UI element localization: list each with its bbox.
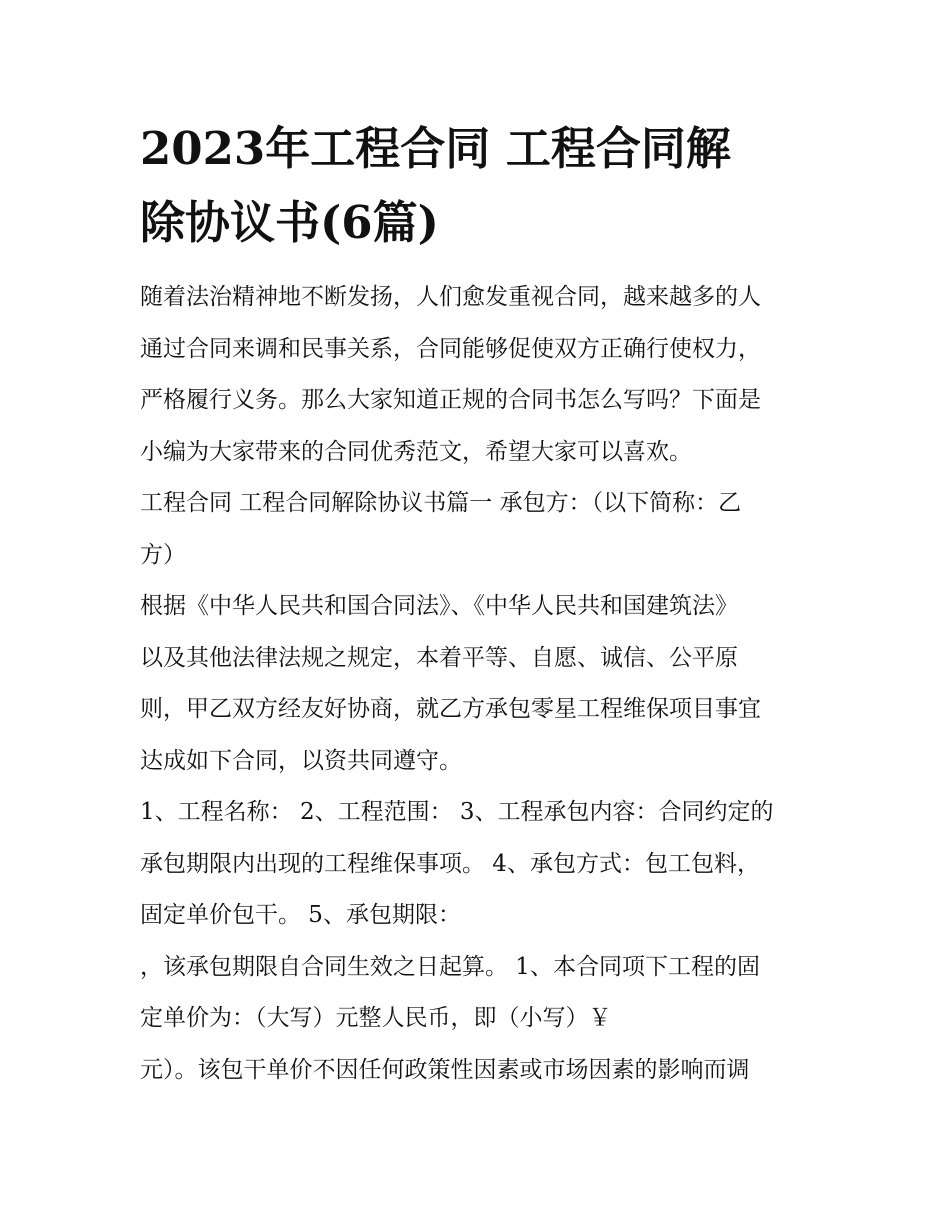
text-line: 则，甲乙双方经友好协商，就乙方承包零星工程维保项目事宜 (140, 696, 761, 722)
legal-basis-paragraph (140, 581, 815, 787)
document-page (140, 112, 815, 1096)
text-line: 承包期限内出现的工程维保事项。 4、承包方式：包工包料， (140, 850, 760, 877)
text-line: 严格履行义务。那么大家知道正规的合同书怎么写吗？下面是 (140, 387, 761, 413)
contract-terms-paragraph (140, 787, 815, 942)
text-line: 小编为大家带来的合同优秀范文，希望大家可以喜欢。 (140, 438, 692, 465)
text-line: 元）。该包干单价不因任何政策性因素或市场因素的影响而调 (140, 1056, 750, 1083)
price-note-paragraph (140, 1045, 815, 1097)
text-line: 随着法治精神地不断发扬，人们愈发重视合同，越来越多的人 (140, 284, 761, 310)
text-line: 以及其他法律法规之规定，本着平等、自愿、诚信、公平原 (140, 644, 738, 671)
text-line: 1、工程名称： 2、工程范围： 3、工程承包内容：合同约定的 (140, 799, 774, 825)
document-title (140, 112, 815, 260)
text-line: 工程合同 工程合同解除协议书篇一 承包方：（以下简称：乙 (140, 490, 742, 516)
text-line: 固定单价包干。 5、承包期限： (140, 902, 461, 928)
text-line: 达成如下合同，以资共同遵守。 (140, 747, 462, 774)
title-line: 除协议书(6篇) (140, 196, 439, 249)
text-line: 方） (140, 541, 186, 568)
text-line: 根据《中华人民共和国合同法》、《中华人民共和国建筑法》 (140, 593, 738, 619)
document-body (140, 272, 815, 1096)
price-paragraph (140, 942, 815, 1045)
text-line: 定单价为：（大写）元整人民币，即（小写）￥ (140, 1005, 612, 1031)
intro-paragraph (140, 272, 815, 478)
text-line: ，该承包期限自合同生效之日起算。 1、本合同项下工程的固 (140, 953, 760, 980)
title-line: 2023年工程合同 工程合同解 (140, 122, 731, 175)
text-line: 通过合同来调和民事关系，合同能够促使双方正确行使权力， (140, 335, 761, 362)
section-heading-paragraph (140, 478, 815, 581)
